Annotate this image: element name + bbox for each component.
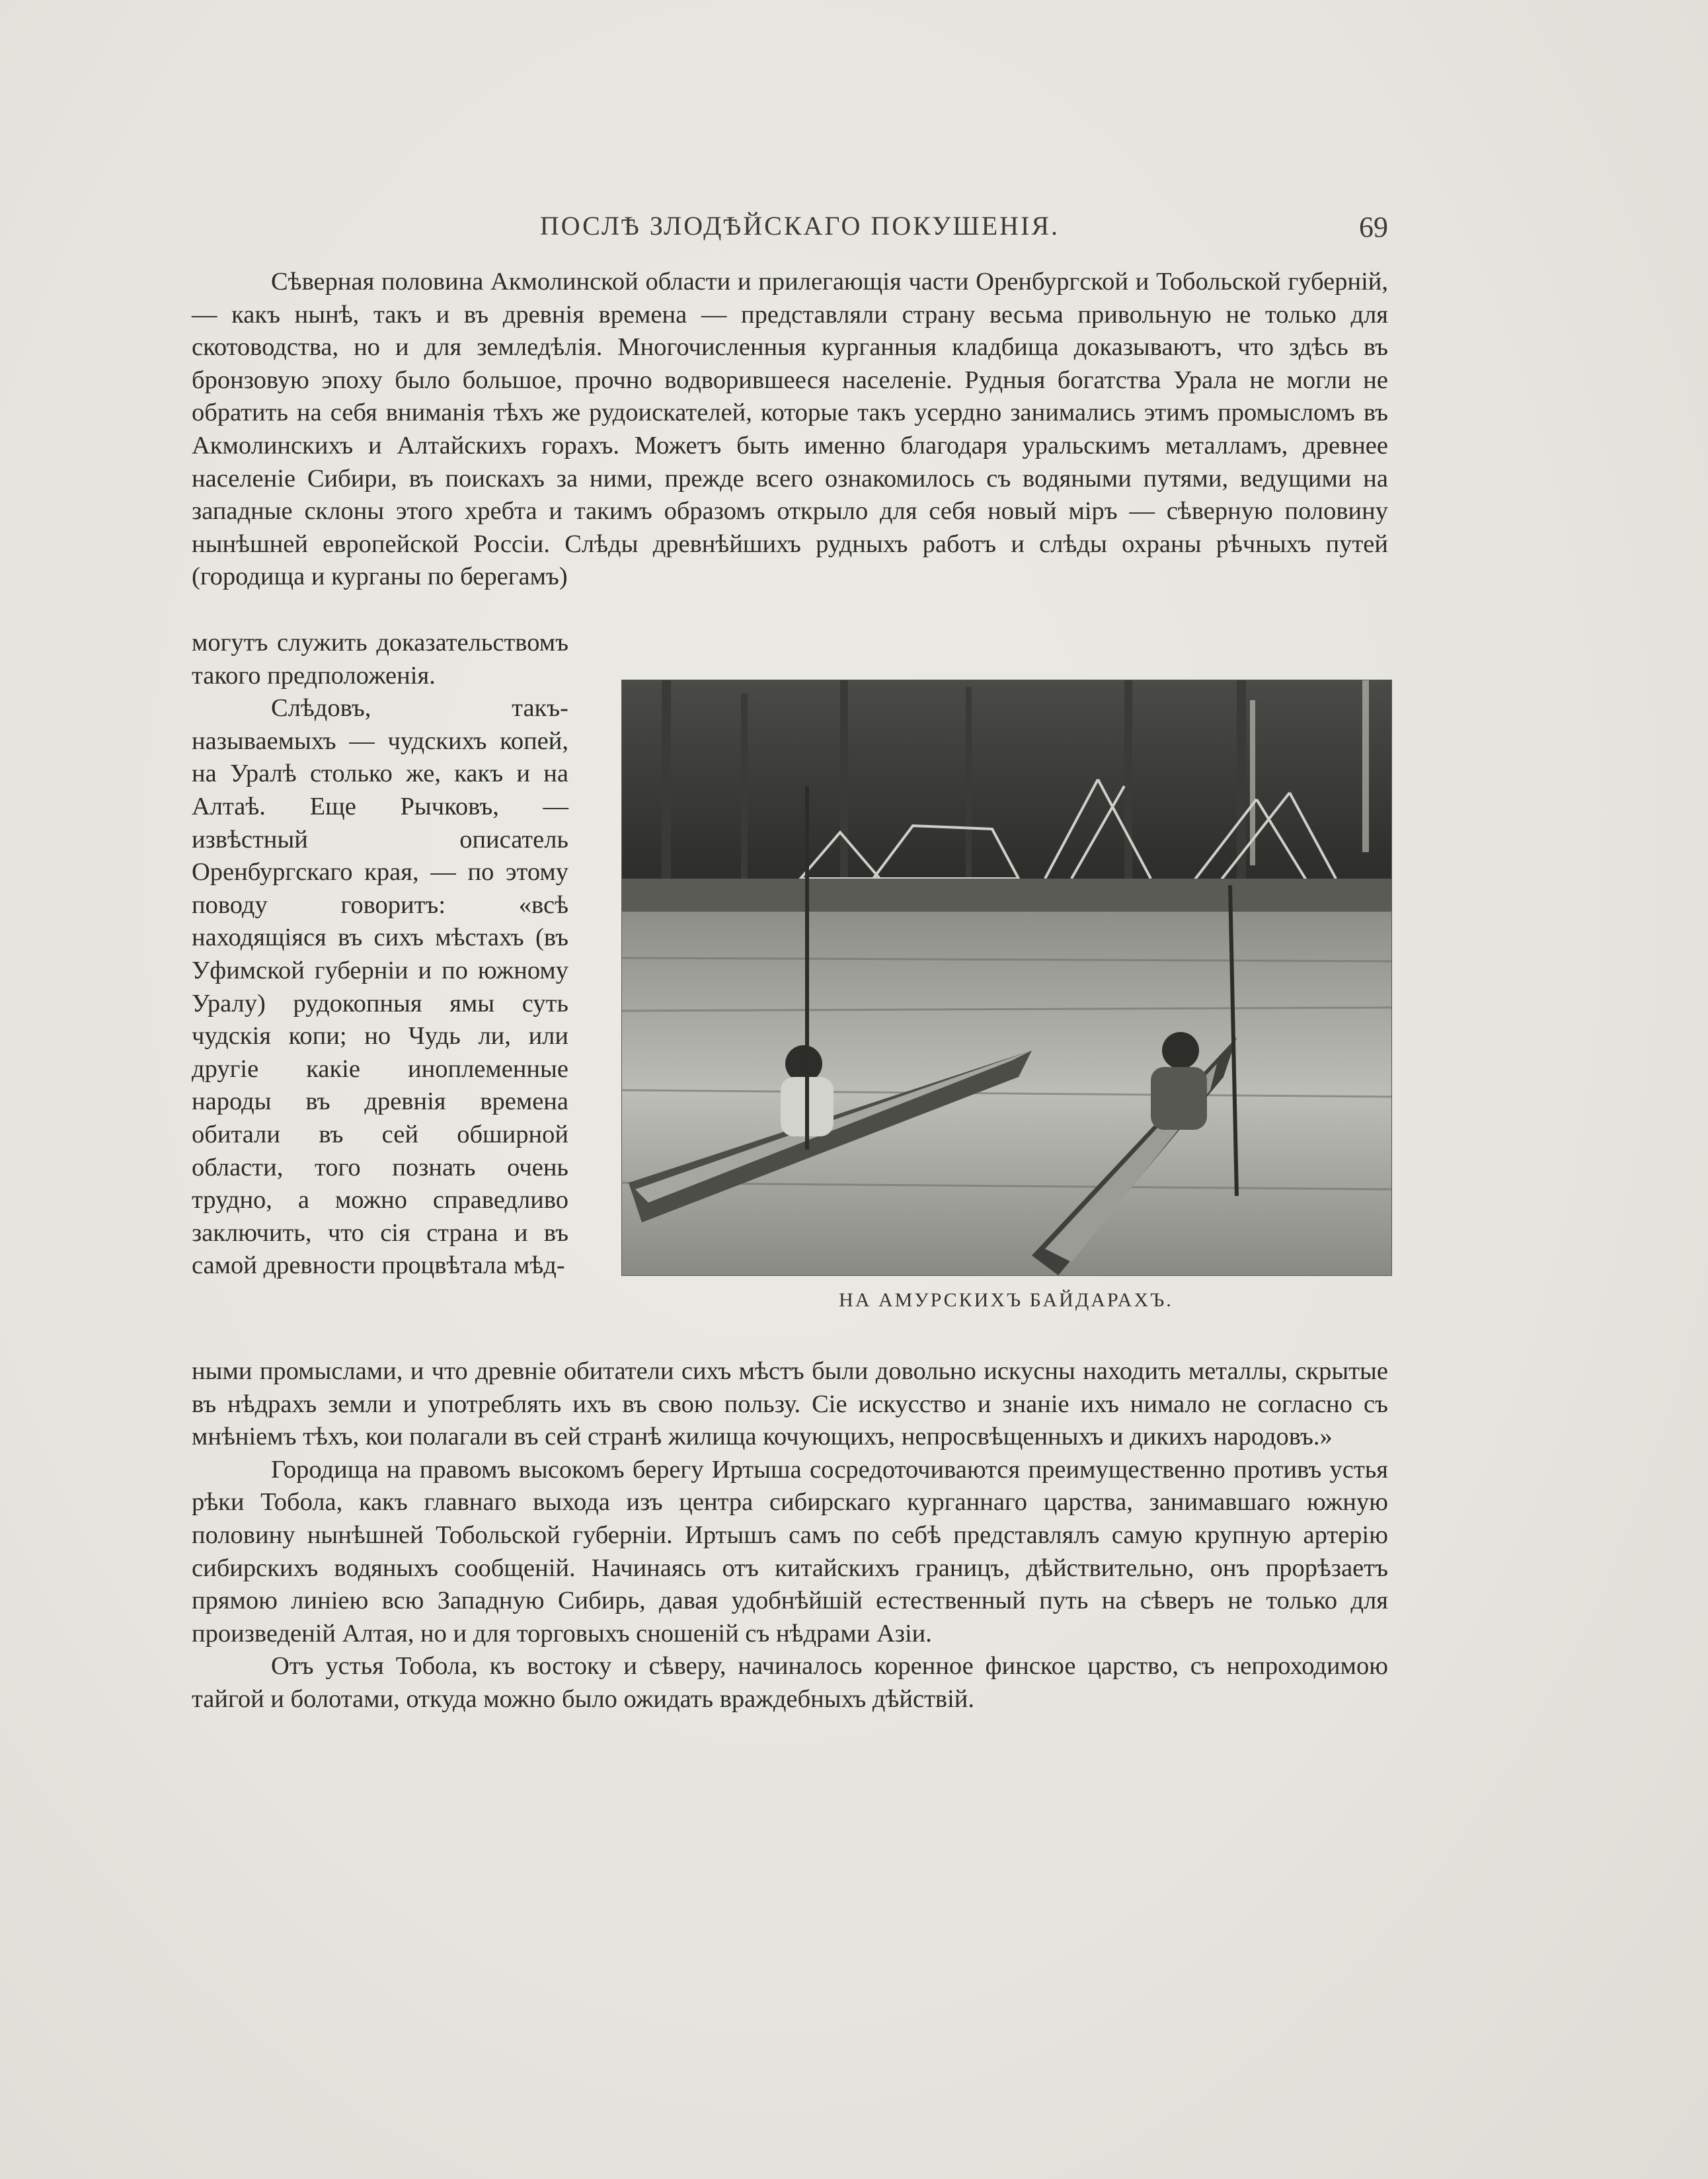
paragraph: Слѣдовъ, такъ-называемыхъ — чудскихъ копей, на Уралѣ столько же, какъ и на Алтаѣ. Еще Рычковъ, — извѣстный описатель Оренбургскаго края, — по этому поводу говоритъ: «всѣ находящіяся въ сихъ мѣстахъ (въ Уфимской губерніи и по южному Уралу) рудокопныя ямы суть чудскія копи; но Чудь ли, или другіе какіе иноплеменные народы въ древнія времена обитали въ сей обширной области, того познать очень трудно, а можно справедливо заключить, что сія страна и въ самой древности процвѣтала мѣд- (192, 694, 568, 1280)
running-header (212, 210, 1388, 250)
paragraph: Городища на правомъ высокомъ берегу Иртыша сосредоточиваются преимущественно противъ устья рѣки Тобола, какъ главнаго выхода изъ центра сибирскаго курганнаго царства, занимавшаго южную половину нынѣшней Тобольской губерніи. Иртышъ самъ по себѣ представлялъ самую крупную артерію сибирскихъ водяныхъ сообщеній. Начинаясь отъ китайскихъ границъ, дѣйствительно, онъ прорѣзаетъ прямою линіею всю Западную Сибирь, давая удобнѣйшій естественный путь на сѣверъ не только для произведеній Алтая, но и для торговыхъ сношеній съ нѣдрами Азіи. (192, 1455, 1388, 1647)
paragraph-continuation: могутъ служить доказательствомъ такого предположенія. (192, 629, 568, 690)
body-text-left-column (192, 627, 568, 1283)
running-title: ПОСЛѢ ЗЛОДѢЙСКАГО ПОКУШЕНІЯ. (539, 211, 1060, 241)
photo-canoes-on-river (621, 680, 1392, 1276)
paragraph: Отъ устья Тобола, къ востоку и сѣверу, начиналось коренное финское царство, съ непроходимою тайгой и болотами, откуда можно было ожидать враждебныхъ дѣйствій. (192, 1652, 1388, 1713)
page-number: 69 (1359, 211, 1388, 243)
body-text-bottom (192, 1355, 1388, 1716)
body-text-top (192, 266, 1388, 594)
paragraph: Сѣверная половина Акмолинской области и прилегающія части Оренбургской и Тобольской губерній, — какъ нынѣ, такъ и въ древнія времена — представляли страну весьма привольную не только для скотоводства, но и для земледѣлія. Многочисленныя курганныя кладбища доказываютъ, что здѣсь въ бронзовую эпоху было большое, прочно водворившееся населеніе. Рудныя богатства Урала не могли не обратить на себя вниманія тѣхъ же рудоискателей, которые такъ усердно занимались этимъ промысломъ въ Акмолинскихъ и Алтайскихъ горахъ. Можетъ быть именно благодаря уральскимъ металламъ, древнее населеніе Сибири, въ поискахъ за ними, прежде всего ознакомилось съ водяными путями, ведущими на западные склоны этого хребта и такимъ образомъ открыло для себя новый міръ — сѣверную половину нынѣшней европейской Россіи. Слѣды древнѣйшихъ рудныхъ работъ и слѣды охраны рѣчныхъ путей (городища и курганы по берегамъ) (192, 268, 1388, 591)
photo-caption: НА АМУРСКИХЪ БАЙДАРАХЪ. (839, 1289, 1173, 1311)
paragraph-continuation: ными промыслами, и что древніе обитатели сихъ мѣстъ были довольно искусны находить металлы, скрытые въ нѣдрахъ земли и употреблять ихъ въ свою пользу. Сіе искусство и знаніе ихъ нимало не согласно съ мнѣніемъ тѣхъ, кои полагали въ сей странѣ жилища кочующихъ, непросвѣщенныхъ и дикихъ народовъ.» (192, 1357, 1388, 1451)
